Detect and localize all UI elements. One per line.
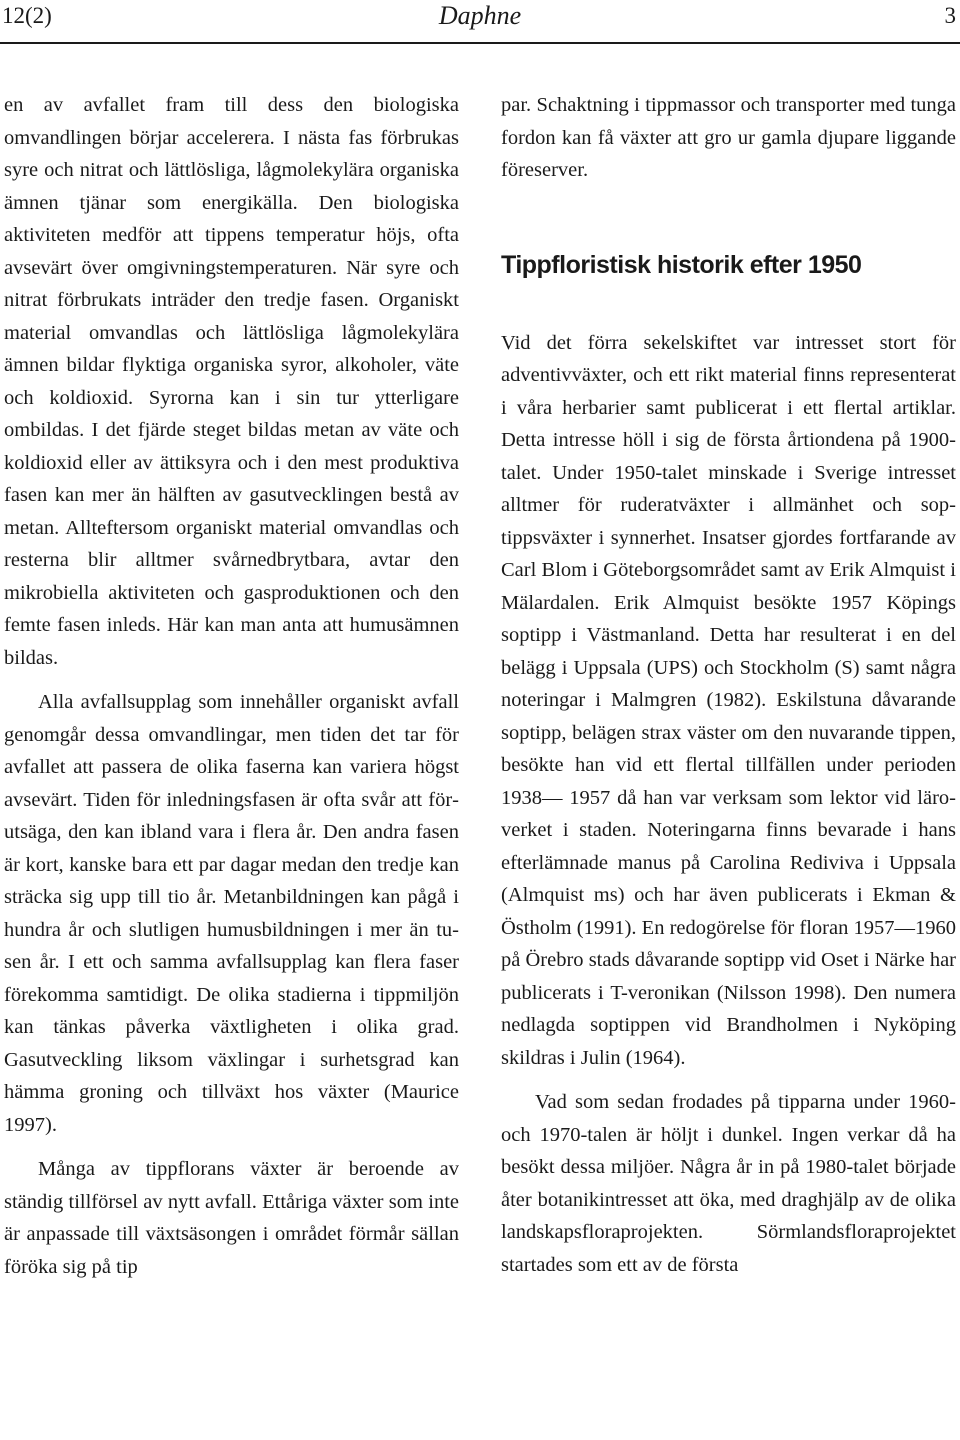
left-paragraph-1: en av avfallet fram till dess den biologiska omvandlingen börjar accelerera. I nästa fas förbrukas syre och nitrat och lättlösliga, lågmolekylära organiska ämnen tjänar som energikälla. Den biologiska aktiviteten medför att tippens temperatur höjs, ofta avsevärt över omgivningstemperaturen. När syre och nitrat förbrukats inträder den tredje fasen. Organiskt material omvandlas och lättlösliga lågmolekylära ämnen bildar flyktiga organiska syror, alkoholer, väte och koldioxid. Syrorna kan i sin tur ytterligare ombildas. I det fjärde steget bildas metan av väte och koldioxid eller av ättiksyra och i den mest produktiva fasen kan mer än hälften av gasutvecklingen bestå av metan. Allteftersom organiskt material omvandlas och resterna blir alltmer svårnedbrytbara, avtar den mikrobiella aktiviteten och gasproduktionen och den femte fasen inleds. Här kan man anta att humusämnen bildas.	[4, 94, 459, 669]
journal-title: Daphne	[438, 1, 522, 30]
left-paragraph-3: Många av tippflorans växter är beroende av ständig tillförsel av nytt avfall. Ettåriga växter som inte är anpassade till växtsäsongen i området förmår sällan föröka sig på tip	[4, 1158, 459, 1278]
issue-number: 12(2)	[2, 3, 52, 28]
right-paragraph-1: Vid det förra sekelskiftet var intresset stort för adventivväxter, och ett rikt material finns representerat i våra herbarier samt publicerat i ett flertal artiklar. Detta intresse höll i sig de första årtiondena på 1900-talet. Under 1950-talet minskade i Sverige intresset alltmer för ruderatväxter i allmänhet och soptippsväxter i synnerhet. Insatser gjordes fortfarande av Carl Blom i Göteborgsområdet samt av Erik Almquist i Mälardalen. Erik Almquist besökte 1957 Köpings soptipp i Västmanland. Detta har resulterat i en del belägg i Uppsala (UPS) och Stockholm (S) samt några noteringar i Malmgren (1982). Eskilstuna dåvarande soptipp, belägen strax väster om den nuvarande tippen, besökte han vid ett flertal tillfällen under perioden 1938— 1957 då han var verksam som lektor vid läroverket i staden. Noteringarna finns bevarade i hans efterlämnade manus på Carolina Rediviva i Uppsala (Almquist ms) och har även publicerats i Ekman & Östholm (1991). En redogörelse för floran 1957—1960 på Örebro stads dåvarande soptipp vid Oset i Närke har publicerats i T-veronikan (Nilsson 1998). Den numera nedlagda soptippen vid Brandholmen i Nyköping skildras i Julin (1964).	[501, 331, 956, 1069]
section-heading: Tippfloristisk historik efter 1950	[501, 250, 862, 279]
header-rule	[0, 42, 960, 44]
left-column	[4, 89, 459, 1283]
right-column	[501, 89, 956, 1281]
right-paragraph-continued: par. Schaktning i tippmassor och transporter med tunga fordon kan få växter att gro ur gamla djupare liggande föreserver.	[501, 94, 956, 181]
page-number: 3	[944, 3, 956, 28]
page-header	[0, 0, 960, 40]
left-paragraph-2: Alla avfallsupplag som innehåller organiskt avfall genomgår dessa omvandlingar, men tiden det tar för avfallet att passera de olika faserna kan variera högst avsevärt. Tiden för inledningsfasen är ofta svår att förutsäga, den kan ibland vara i flera år. Den andra fasen är kort, kanske bara ett par dagar medan den tredje kan sträcka sig upp till tio år. Metanbildningen kan pågå i hundra år och slutligen humusbildningen i mer än tusen år. I ett och samma avfallsupplag kan flera faser förekomma samtidigt. De olika stadierna i tippmiljön kan tänkas påverka växtligheten i olika grad. Gasutveckling liksom växlingar i surhetsgrad kan hämma groning och tillväxt hos växter (Maurice 1997).	[4, 691, 459, 1136]
right-paragraph-2: Vad som sedan frodades på tipparna under 1960- och 1970-talen är höljt i dunkel. Ingen verkar då ha besökt dessa miljöer. Några år in på 1980-talet började åter botanikintresset att öka, med draghjälp av de olika landskapsfloraprojekten. Sörmlandsfloraprojektet startades som ett av de första	[501, 1091, 956, 1276]
